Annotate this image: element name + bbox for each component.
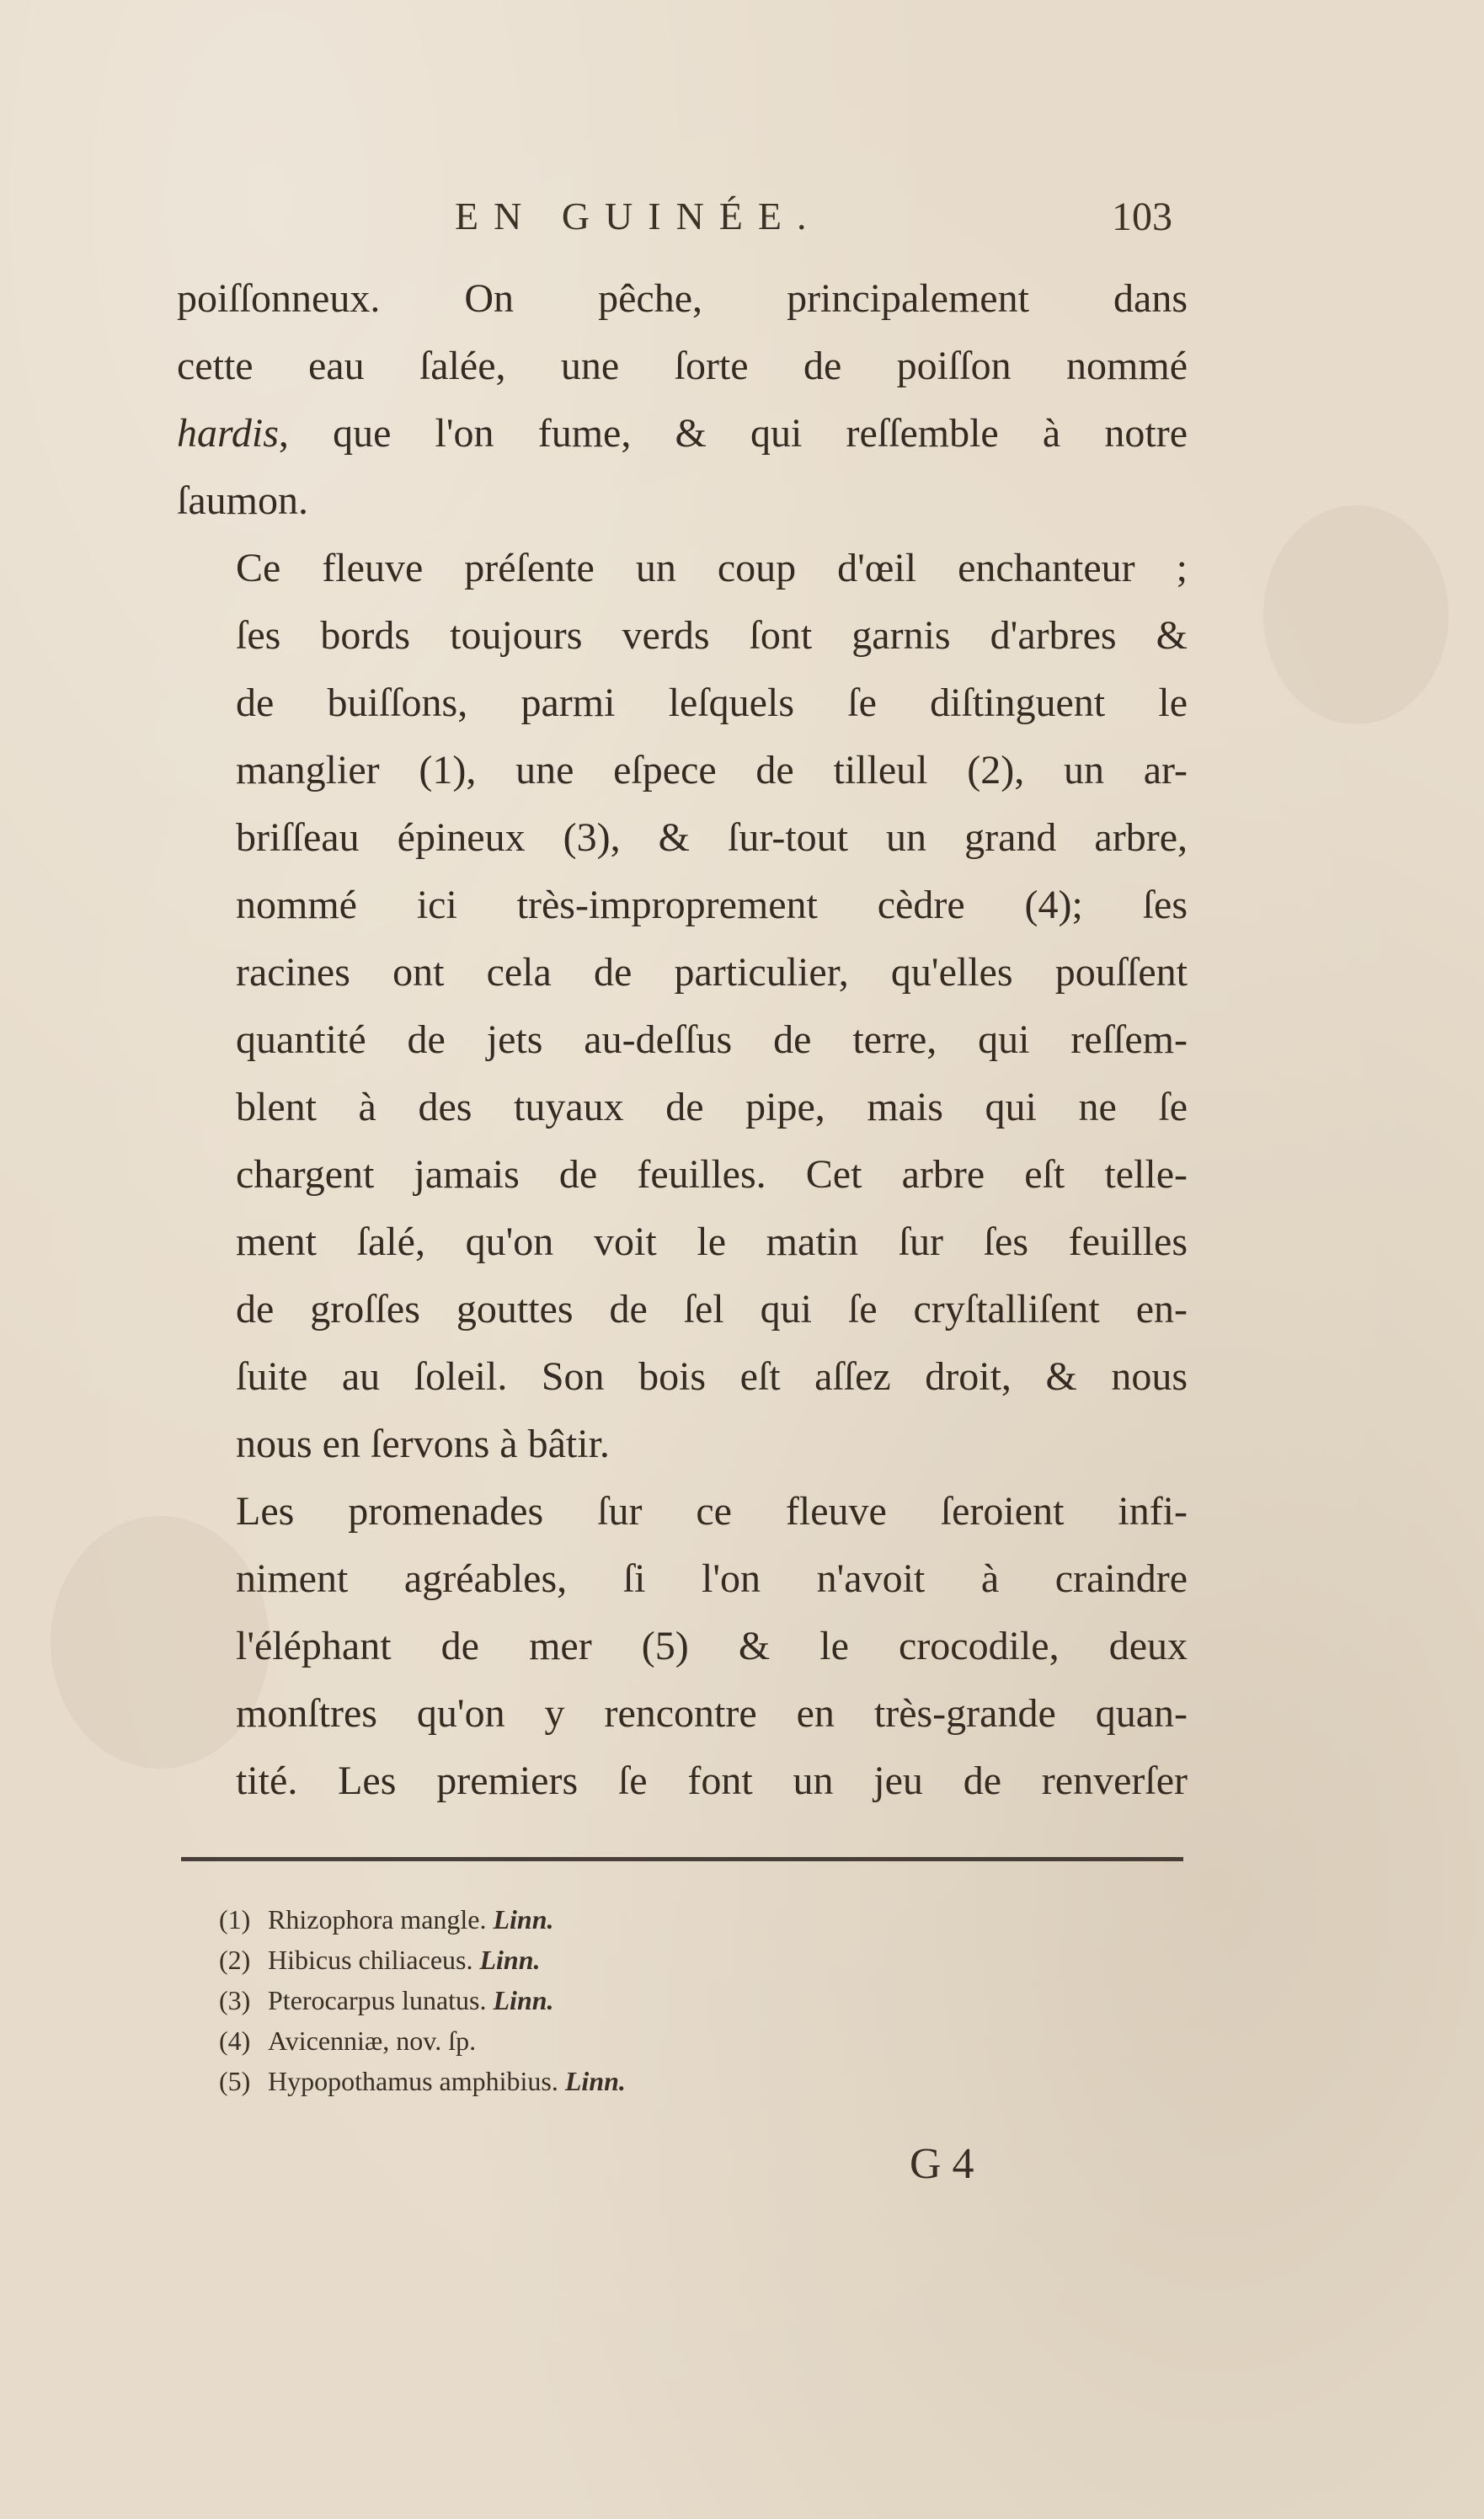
paragraph-1 xyxy=(177,265,1188,535)
text-line xyxy=(177,400,1188,467)
text-segment: , que l'on fume, & qui reſſemble à notre xyxy=(278,411,1188,456)
footnote-text: Hypopothamus amphibius. xyxy=(268,2066,558,2096)
footnote-number: (4) xyxy=(219,2025,251,2056)
footnote-number: (2) xyxy=(219,1945,251,1975)
page-number: 103 xyxy=(1112,195,1172,239)
text-line: chargent jamais de feuilles. Cet arbre eſt telle- xyxy=(236,1152,1188,1197)
text-line: de groſſes gouttes de ſel qui ſe cryſtalliſent en- xyxy=(236,1287,1188,1332)
paragraph-3 xyxy=(177,1478,1188,1815)
footnote-authority: Linn. xyxy=(493,1985,554,2015)
footnote-number: (5) xyxy=(219,2066,251,2096)
footnote-text: Hibicus chiliaceus. xyxy=(268,1945,473,1975)
running-title: EN GUINÉE. xyxy=(455,195,822,237)
footnote-authority: Linn. xyxy=(493,1904,554,1935)
footnote-3 xyxy=(219,1980,977,2020)
main-text xyxy=(177,265,1188,1815)
footnote-text: Rhizophora mangle. xyxy=(268,1904,487,1935)
text-line: ſuite au ſoleil. Son bois eſt aſſez droit, & nous xyxy=(236,1354,1188,1399)
footnote-authority: Linn. xyxy=(564,2066,626,2096)
text-line: l'éléphant de mer (5) & le crocodile, deux xyxy=(236,1624,1188,1668)
text-line: manglier (1), une eſpece de tilleul (2), un ar- xyxy=(236,748,1188,793)
text-line: poiſſonneux. On pêche, principalement dans xyxy=(177,276,1188,321)
text-line: de buiſſons, parmi leſquels ſe diſtinguent le xyxy=(236,680,1188,725)
paragraph-2 xyxy=(177,535,1188,1478)
text-line: Ce fleuve préſente un coup d'œil enchanteur ; xyxy=(236,546,1188,590)
footnote-text: Avicenniæ, nov. ſp. xyxy=(268,2025,477,2056)
footnote-1 xyxy=(219,1899,977,1940)
footnote-5 xyxy=(219,2061,977,2101)
text-line: Les promenades ſur ce fleuve ſeroient infi- xyxy=(236,1489,1188,1534)
text-line: nommé ici très-improprement cèdre (4); ſes xyxy=(236,883,1188,927)
text-line: racines ont cela de particulier, qu'elles pouſſent xyxy=(236,950,1188,995)
footnote-4 xyxy=(219,2020,977,2061)
text-line: quantité de jets au-deſſus de terre, qui reſſem- xyxy=(236,1017,1188,1062)
footnote-authority: Linn. xyxy=(479,1945,541,1975)
text-line: ſaumon. xyxy=(177,478,308,523)
text-line: blent à des tuyaux de pipe, mais qui ne ſe xyxy=(236,1085,1188,1129)
page-header xyxy=(0,194,1484,253)
text-line: briſſeau épineux (3), & ſur-tout un grand arbre, xyxy=(236,815,1188,860)
footnote-number: (3) xyxy=(219,1985,251,2015)
italic-term: hardis xyxy=(177,411,279,456)
text-line: cette eau ſalée, une ſorte de poiſſon nommé xyxy=(177,344,1188,388)
text-line: monſtres qu'on y rencontre en très-grande quan- xyxy=(236,1691,1188,1736)
text-line: tité. Les premiers ſe font un jeu de renverſer xyxy=(236,1758,1188,1803)
footnote-rule xyxy=(181,1857,1183,1861)
footnote-number: (1) xyxy=(219,1904,251,1935)
paper-stain xyxy=(1263,505,1449,724)
text-line: niment agréables, ſi l'on n'avoit à craindre xyxy=(236,1556,1188,1601)
footnote-text: Pterocarpus lunatus. xyxy=(268,1985,487,2015)
footnotes xyxy=(219,1899,977,2101)
text-line: ſes bords toujours verds ſont garnis d'arbres & xyxy=(236,613,1188,658)
text-line: nous en ſervons à bâtir. xyxy=(236,1422,610,1466)
signature-mark: G 4 xyxy=(910,2140,974,2188)
text-line: ment ſalé, qu'on voit le matin ſur ſes feuilles xyxy=(236,1219,1188,1264)
footnote-2 xyxy=(219,1940,977,1980)
